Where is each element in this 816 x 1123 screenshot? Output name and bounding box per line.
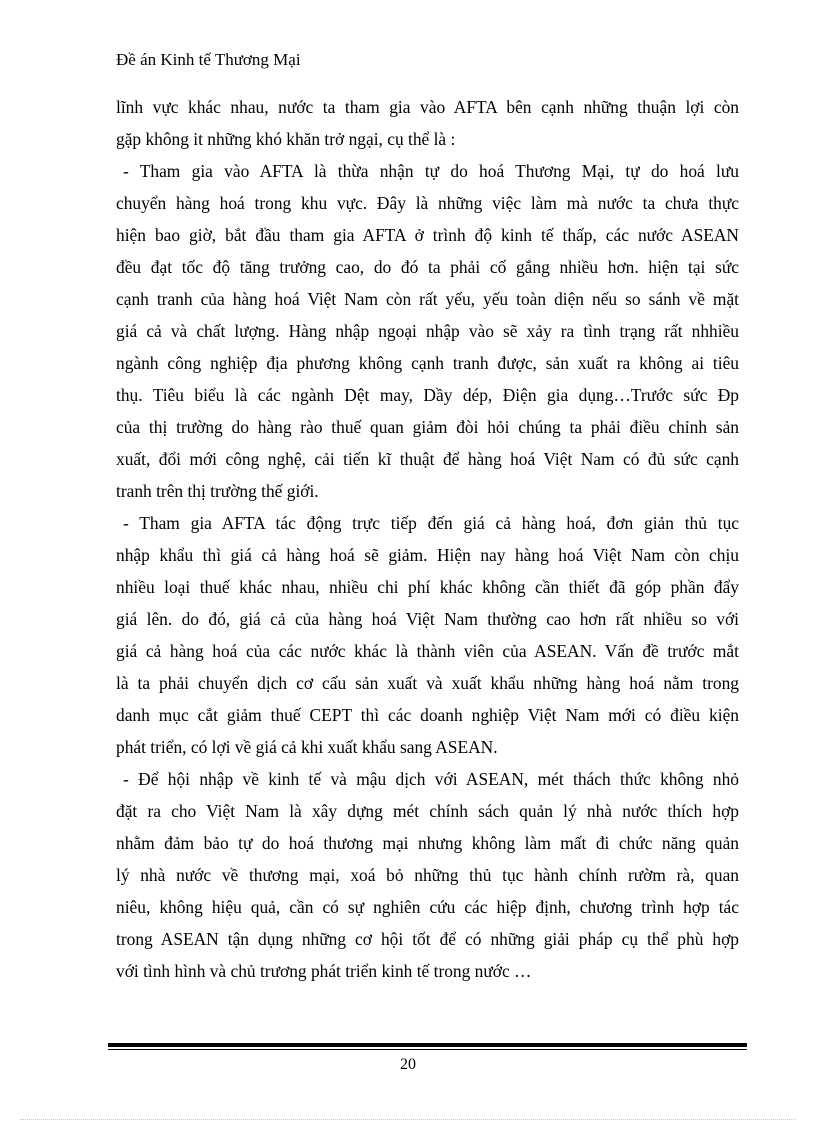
footer-rule-thin (108, 1049, 747, 1050)
text-line: niêu, không hiệu quả, cần có sự nghiên cứu các hiệp định, chương trình hợp tác (116, 897, 739, 917)
page-edge-dotted-line (20, 1119, 796, 1120)
text-line: gặp không it những khó khăn trở ngại, cụ thể là : (116, 129, 456, 149)
text-line: với tình hình và chủ trương phát triển kinh tế trong nước … (116, 961, 532, 981)
bullet-line: - Tham gia AFTA tác động trực tiếp đến giá cả hàng hoá, đơn giản thủ tục (123, 513, 739, 533)
text-line: danh mục cắt giảm thuế CEPT thì các doanh nghiệp Việt Nam mới có điều kiện (116, 705, 739, 725)
text-line: giá lên. do đó, giá cả của hàng hoá Việt Nam thường cao hơn rất nhiều so với (116, 609, 739, 629)
text-line: nhiều loại thuế khác nhau, nhiều chi phí khác không cần thiết đã góp phần đẩy (116, 577, 739, 597)
bullet-line: - Để hội nhập về kinh tế và mậu dịch với ASEAN, mét thách thức không nhỏ (123, 769, 739, 789)
running-header: Đề án Kinh tế Thương Mại (116, 50, 301, 69)
bullet-line: - Tham gia vào AFTA là thừa nhận tự do hoá Thương Mại, tự do hoá lưu (123, 161, 739, 181)
text-line: lý nhà nước về thương mại, xoá bỏ những thủ tục hành chính rườm rà, quan (116, 865, 739, 885)
text-line: hiện bao giờ, bắt đầu tham gia AFTA ở trình độ kinh tế thấp, các nước ASEAN (116, 225, 739, 245)
text-line: lĩnh vực khác nhau, nước ta tham gia vào AFTA bên cạnh những thuận lợi còn (116, 97, 739, 117)
text-line: xuất, đổi mới công nghệ, cải tiến kĩ thuật để hàng hoá Việt Nam có đủ sức cạnh (116, 449, 739, 469)
text-line: giá cả hàng hoá của các nước khác là thành viên của ASEAN. Vấn đề trước mắt (116, 641, 739, 661)
text-line: đều đạt tốc độ tăng trưởng cao, do đó ta phải cố gắng nhiều hơn. hiện tại sức (116, 257, 739, 277)
text-line: chuyển hàng hoá trong khu vực. Đây là những việc làm mà nước ta chưa thực (116, 193, 739, 213)
page-number: 20 (400, 1056, 416, 1073)
footer-rule-thick (108, 1043, 747, 1047)
text-line: tranh trên thị trường thế giới. (116, 481, 319, 501)
text-line: là ta phải chuyển dịch cơ cấu sản xuất và xuất khẩu những hàng hoá nằm trong (116, 673, 739, 693)
text-line: của thị trường do hàng rào thuế quan giảm đòi hỏi chúng ta phải điều chỉnh sản (116, 417, 739, 437)
body-text (116, 91, 739, 987)
text-line: ngành công nghiệp địa phương không cạnh tranh được, sản xuất ra không ai tiêu (116, 353, 739, 373)
text-line: giá cả và chất lượng. Hàng nhập ngoại nhập vào sẽ xảy ra tình trạng rất nhhiều (116, 321, 739, 341)
text-line: phát triển, có lợi về giá cả khi xuất khẩu sang ASEAN. (116, 737, 498, 757)
text-line: trong ASEAN tận dụng những cơ hội tốt để có những giải pháp cụ thể phù hợp (116, 929, 739, 949)
text-line: thụ. Tiêu biểu là các ngành Dệt may, Dầy dép, Điện gia dụng…Trước sức Ðp (116, 385, 739, 405)
text-line: nhằm đảm bảo tự do hoá thương mại nhưng không làm mất đi chức năng quản (116, 833, 739, 853)
text-line: cạnh tranh của hàng hoá Việt Nam còn rất yếu, yếu toàn diện nếu so sánh về mặt (116, 289, 739, 309)
text-line: đặt ra cho Việt Nam là xây dựng mét chính sách quản lý nhà nước thích hợp (116, 801, 739, 821)
text-line: nhập khẩu thì giá cả hàng hoá sẽ giảm. Hiện nay hàng hoá Việt Nam còn chịu (116, 545, 739, 565)
